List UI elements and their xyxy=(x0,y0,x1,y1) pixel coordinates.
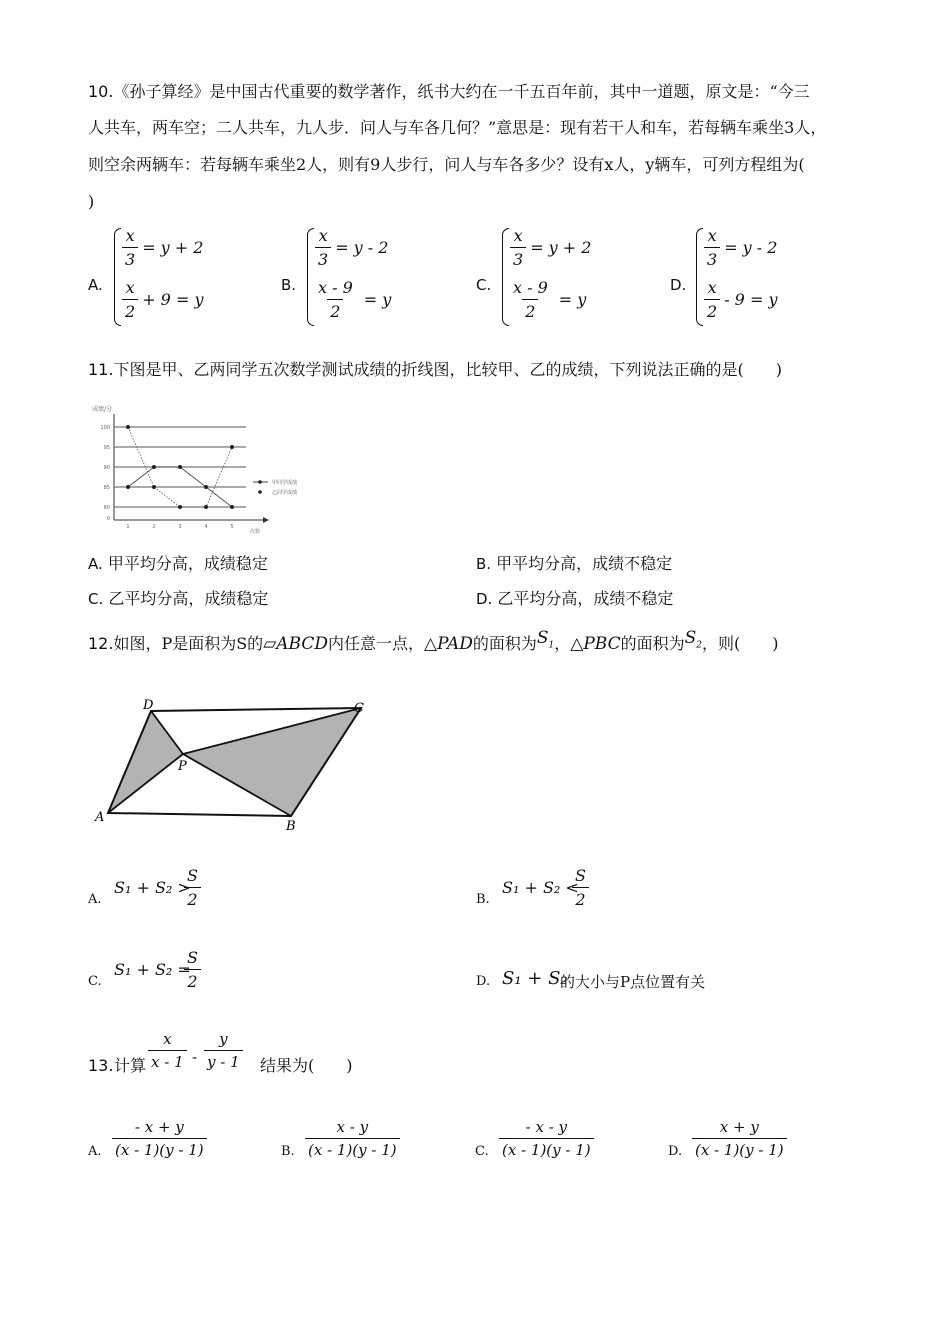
chart-y-axis-label: 成绩/分 xyxy=(92,406,113,413)
q10-line2: 人共车，两车空；二人共车，九人步．问人与车各几何？”意思是：现有若干人和车，若每辆车乘坐3人， xyxy=(88,118,827,137)
q13-prefix: 计算 xyxy=(114,1056,147,1075)
q11-option-c[interactable]: C. 乙平均分高，成绩稳定 xyxy=(88,589,269,608)
chart-y-tick-label: 80 xyxy=(103,505,110,511)
q10-brace xyxy=(502,228,509,326)
chart-x-tick-label: 1 xyxy=(126,524,130,530)
chart-legend-marker xyxy=(258,490,262,494)
chart-point-series-2 xyxy=(178,505,182,509)
chart-point-series-2 xyxy=(230,445,234,449)
q10-option-label: B. xyxy=(281,276,297,294)
chart-x-tick-label: 4 xyxy=(204,524,208,530)
chart-point-series-1 xyxy=(230,505,234,509)
q10-option-b[interactable] xyxy=(281,226,461,330)
q10-equation-1: $\frac{x}{3}$ = y - 2 xyxy=(704,226,777,269)
q10-option-label: A. xyxy=(88,276,103,294)
q13-fraction-y: $\frac{y}{y - 1}$ xyxy=(204,1030,243,1071)
q13-number: 13. xyxy=(88,1056,114,1075)
chart-point-series-1 xyxy=(126,485,130,489)
q12-triangle-pad: △PAD xyxy=(424,634,473,654)
q10-line4: ) xyxy=(88,192,95,211)
q12-mid4: 的面积为 xyxy=(620,634,685,653)
chart-y-tick-label: 100 xyxy=(100,425,110,431)
q12-tail: ，则( ) xyxy=(702,634,779,653)
chart-point-series-2 xyxy=(152,485,156,489)
chart-x-tick-label: 5 xyxy=(230,524,234,530)
chart-legend-marker xyxy=(258,480,262,484)
q10-option-a[interactable] xyxy=(88,226,268,330)
chart-x-axis-label: 次数 xyxy=(250,529,261,535)
chart-point-series-1 xyxy=(204,485,208,489)
q12-mid1: 内任意一点， xyxy=(327,634,424,653)
q13-tail: 结果为( ) xyxy=(260,1056,353,1075)
q11-number: 11. xyxy=(88,360,114,379)
q10-option-d[interactable] xyxy=(670,226,850,330)
q13-fraction-x: $\frac{x}{x - 1}$ xyxy=(148,1030,187,1071)
chart-y-tick-label: 85 xyxy=(103,485,110,491)
q10-brace xyxy=(114,228,121,326)
q12-s1: $S_1$ xyxy=(536,628,555,651)
q12-s2: $S_2$ xyxy=(684,628,703,651)
q10-brace xyxy=(696,228,703,326)
q11-option-d[interactable]: D. 乙平均分高，成绩不稳定 xyxy=(476,589,674,608)
q10-equation-2: $\frac{x - 9}{2}$ = y xyxy=(318,278,392,321)
q10-line1 xyxy=(88,82,810,102)
q10-equation-2: $\frac{x}{2}$ + 9 = y xyxy=(122,278,207,321)
chart-y-tick-label: 0 xyxy=(106,516,110,522)
q12-parallelogram-figure xyxy=(88,692,378,837)
q12-mid2: 的面积为 xyxy=(472,634,537,653)
q12-prefix: 如图，P是面积为S的 xyxy=(113,634,264,653)
chart-legend-label: 甲同学成绩 xyxy=(272,480,298,486)
q10-line3: 则空余两辆车：若每辆车乘坐2人，则有9人步行，问人与车各多少？设有x人，y辆车，可列方程组为( xyxy=(88,155,805,174)
q10-number: 10. xyxy=(88,82,114,101)
chart-x-tick-label: 2 xyxy=(152,524,156,530)
chart-x-tick-label: 3 xyxy=(178,524,182,530)
q10-brace xyxy=(307,228,314,326)
q10-equation-1: $\frac{x}{3}$ = y + 2 xyxy=(510,226,591,269)
q12-mid3: ， xyxy=(554,634,571,653)
q11-option-a[interactable]: A. 甲平均分高，成绩稳定 xyxy=(88,554,268,573)
q10-equation-2: $\frac{x - 9}{2}$ = y xyxy=(513,278,587,321)
q11-text: 下图是甲、乙两同学五次数学测试成绩的折线图，比较甲、乙的成绩，下列说法正确的是( ) xyxy=(113,360,782,379)
q12-shaded-triangle-pbc xyxy=(183,708,361,816)
chart-point-series-1 xyxy=(152,465,156,469)
chart-legend-label: 乙同学成绩 xyxy=(272,490,298,496)
q10-option-label: C. xyxy=(476,276,492,294)
q12-label-b: B xyxy=(286,819,296,834)
q12-label-d: D xyxy=(143,698,154,713)
q11-option-b[interactable]: B. 甲平均分高，成绩不稳定 xyxy=(476,554,673,573)
q12-label-p: P xyxy=(178,759,187,774)
q10-option-label: D. xyxy=(670,276,687,294)
q12-parallelogram: ▱ABCD xyxy=(263,634,328,654)
q11-stem xyxy=(88,360,782,380)
q11-line-chart xyxy=(88,402,338,538)
q12-number: 12. xyxy=(88,634,114,653)
chart-point-series-1 xyxy=(178,465,182,469)
q10-text-1: 《孙子算经》是中国古代重要的数学著作，纸书大约在一千五百年前，其中一道题，原文是：“今三 xyxy=(113,82,810,101)
q10-option-c[interactable] xyxy=(476,226,656,330)
q13-minus: - xyxy=(192,1048,198,1066)
chart-point-series-2 xyxy=(204,505,208,509)
chart-y-tick-label: 90 xyxy=(103,465,110,471)
q12-label-a: A xyxy=(95,810,105,825)
q12-label-c: C xyxy=(354,701,364,716)
chart-y-tick-label: 95 xyxy=(103,445,110,451)
q12-stem xyxy=(88,628,779,661)
q13-stem xyxy=(88,1030,488,1086)
chart-point-series-2 xyxy=(126,425,130,429)
q10-equation-1: $\frac{x}{3}$ = y - 2 xyxy=(315,226,388,269)
q10-equation-1: $\frac{x}{3}$ = y + 2 xyxy=(122,226,203,269)
q10-equation-2: $\frac{x}{2}$ - 9 = y xyxy=(704,278,781,321)
chart-x-arrow xyxy=(263,517,269,523)
q12-triangle-pbc: △PBC xyxy=(570,634,621,654)
